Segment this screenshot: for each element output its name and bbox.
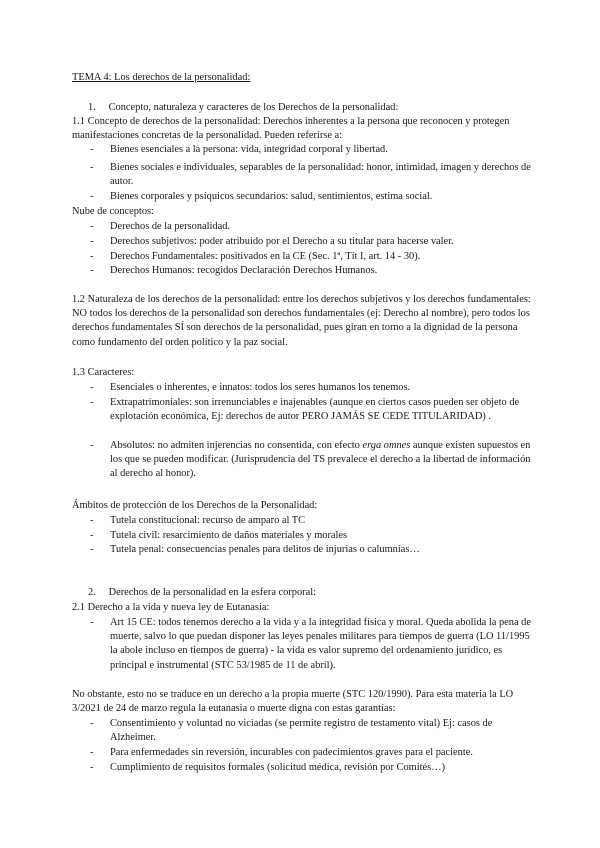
vida-label: 2.1 Derecho a la vida y nueva ley de Eutanasia: <box>72 602 270 613</box>
bullet-dash: - <box>90 440 94 451</box>
list-item <box>90 616 532 673</box>
bullet-dash: - <box>90 251 94 262</box>
section-1-heading-text: Concepto, naturaleza y caracteres de los Derechos de la personalidad: <box>108 102 399 113</box>
nube-label: Nube de conceptos: <box>72 206 154 217</box>
list-item <box>90 264 532 278</box>
list-item-text: Derechos Humanos: recogidos Declaración Derechos Humanos. <box>110 265 378 276</box>
bullet-dash: - <box>90 221 94 232</box>
bullet-dash: - <box>90 718 94 729</box>
bullet-dash: - <box>90 382 94 393</box>
section-2-heading-text: Derechos de la personalidad en la esfera corporal: <box>108 587 317 598</box>
list-item-text <box>110 439 532 482</box>
list-item <box>90 396 532 424</box>
list-item-text: Derechos de la personalidad. <box>110 221 231 232</box>
bullet-dash: - <box>90 162 94 173</box>
bullet-dash: - <box>90 144 94 155</box>
bullet-dash: - <box>90 747 94 758</box>
nature-paragraph: 1.2 Naturaleza de los derechos de la personalidad: entre los derechos subjetivos y los derechos fundamentales: NO todos los derechos de la personalidad son derechos fundamentales (ej: Derecho al nombre), pero todos los derechos fundamentales SÍ son derechos de la personalidad, pues giran en torno a la dignidad de la persona como fundamento del orden político y la paz social. <box>72 294 531 348</box>
list-item <box>90 190 532 204</box>
list-item <box>90 143 532 157</box>
list-item-text: Tutela constitucional: recurso de amparo al TC <box>110 515 306 526</box>
list-item-text: Bienes corporales y psíquicos secundarios: salud, sentimientos, estima social. <box>110 191 433 202</box>
no-obstante-paragraph: No obstante, esto no se traduce en un derecho a la propia muerte (STC 120/1990). Para esta materia la LO 3/2021 de 24 de marzo regula la eutanasia o muerte digna con estas garantías: <box>72 689 514 715</box>
list-item-text: Cumplimiento de requisitos formales (solicitud médica, revisión por Comités…) <box>110 762 446 773</box>
list-item-text: Derechos subjetivos: poder atribuido por el Derecho a su titular para hacerse valer. <box>110 236 454 247</box>
list-item-text: Consentimiento y voluntad no viciadas (se permite registro de testamento vital) Ej: casos de Alzheimer. <box>110 718 493 744</box>
list-item <box>90 220 532 234</box>
bullet-dash: - <box>90 544 94 555</box>
absolutos-text-start: Absolutos: no admiten injerencias no consentida, con efecto <box>110 440 363 451</box>
list-item <box>90 250 532 264</box>
list-item <box>90 235 532 249</box>
list-item <box>90 514 532 528</box>
bullet-dash: - <box>90 191 94 202</box>
list-item <box>90 717 532 745</box>
page-title: TEMA 4: Los derechos de la personalidad: <box>72 72 251 83</box>
concept-paragraph: 1.1 Concepto de derechos de la personalidad: Derechos inherentes a la persona que reconocen y protegen manifestaciones concretas de la personalidad. Pueden referirse a: <box>72 116 510 142</box>
section-2-heading <box>88 586 528 600</box>
list-item <box>90 746 532 760</box>
list-item-text: Bienes esenciales a la persona: vida, integridad corporal y libertad. <box>110 144 388 155</box>
list-item-text: Derechos Fundamentales: positivados en la CE (Sec. 1ª, Tít I, art. 14 - 30). <box>110 251 421 262</box>
list-item-text: Extrapatrimoniales: son irrenunciables e inajenables (aunque en ciertos casos pueden ser objeto de explotación económica, Ej: derechos de autor PERO JAMÁS SE CEDE TITULARIDAD) . <box>110 397 520 423</box>
bullet-dash: - <box>90 530 94 541</box>
bullet-dash: - <box>90 236 94 247</box>
section-1-number: 1. <box>88 102 96 113</box>
bullet-dash: - <box>90 265 94 276</box>
list-item <box>90 543 532 557</box>
caracteres-label: 1.3 Caracteres: <box>72 367 135 378</box>
ambitos-label: Ámbitos de protección de los Derechos de la Personalidad: <box>72 500 318 511</box>
list-item <box>90 529 532 543</box>
list-item <box>90 161 532 189</box>
list-item-text: Para enfermedades sin reversión, incurables con padecimientos graves para el paciente. <box>110 747 473 758</box>
bullet-dash: - <box>90 515 94 526</box>
list-item-text: Art 15 CE: todos tenemos derecho a la vida y a la integridad física y moral. Queda abolida la pena de muerte, salvo lo que puedan disponer las leyes penales militares para tiempos de guerra (LO 11/1995 la abole incluso en tiempos de guerra) - la vida es valor supremo del ordenamiento jurídico, es principal e instrumental (STC 53/1985 de 11 de abril). <box>110 617 531 671</box>
section-2-number: 2. <box>88 587 96 598</box>
bullet-dash: - <box>90 762 94 773</box>
list-item <box>90 761 532 775</box>
list-item-text: Tutela penal: consecuencias penales para delitos de injurias o calumnias… <box>110 544 420 555</box>
list-item <box>90 439 532 482</box>
erga-omnes-term: erga omnes <box>362 440 411 451</box>
list-item-text: Bienes sociales e individuales, separables de la personalidad: honor, intimidad, imagen y derechos de autor. <box>110 162 531 188</box>
section-1-heading <box>88 101 528 115</box>
absolutos-text-end: aunque existen supuestos en los que se pueden modificar. (Jurisprudencia del TS prevalece el derecho a la libertad de información al derecho al honor). <box>110 440 531 480</box>
list-item-text: Tutela civil: resarcimiento de daños materiales y morales <box>110 530 348 541</box>
list-item <box>90 381 532 395</box>
bullet-dash: - <box>90 617 94 628</box>
list-item-text: Esenciales o inherentes, e innatos: todos los seres humanos los tenemos. <box>110 382 411 393</box>
bullet-dash: - <box>90 397 94 408</box>
